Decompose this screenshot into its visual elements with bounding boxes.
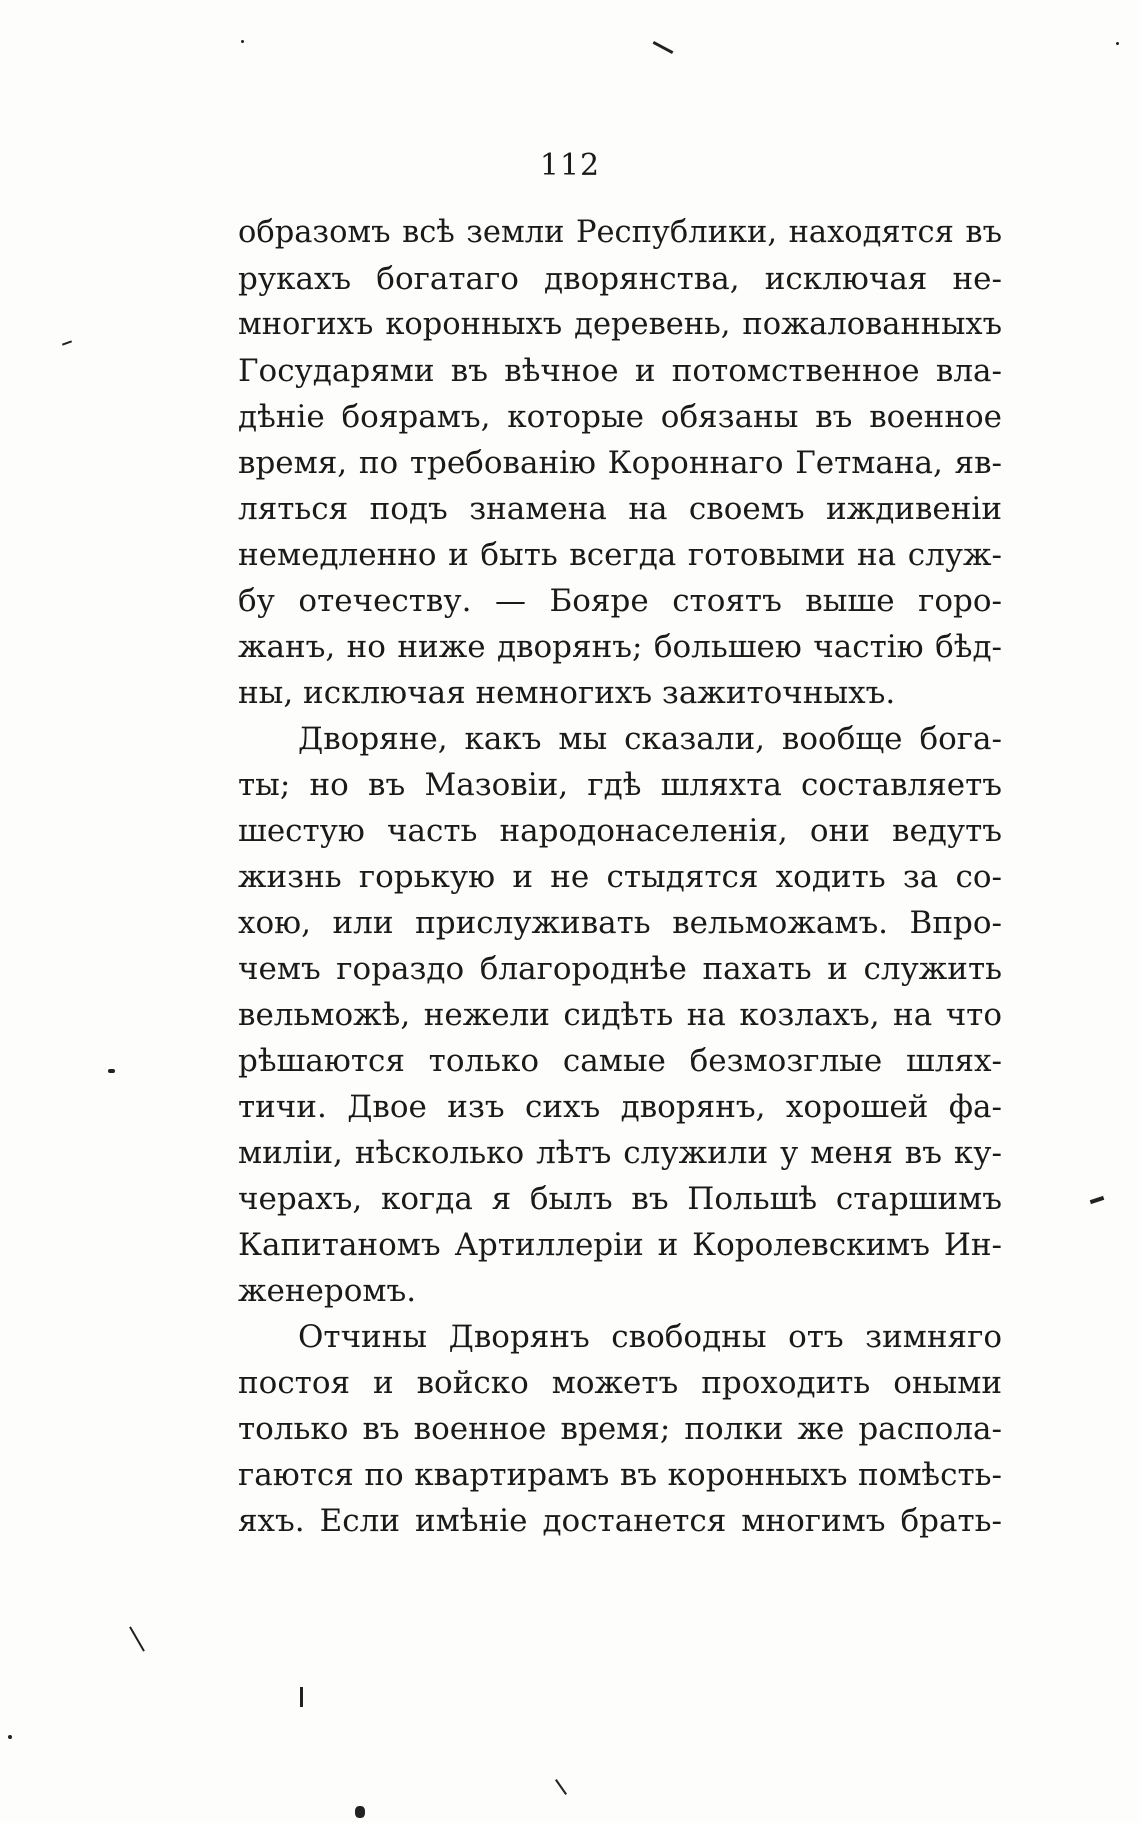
text-line: время, по требованію Короннаго Гетмана, яв-	[238, 445, 1002, 481]
text-line: постоя и войско можетъ проходить оными	[238, 1365, 1002, 1401]
text-line: многихъ коронныхъ деревень, пожалованныхъ	[238, 307, 1002, 342]
text-line: шестую часть народонаселенія, они ведутъ	[238, 813, 1002, 849]
text-line: жанъ, но ниже дворянъ; большею частію бѣд-	[238, 629, 1002, 665]
text-line: тичи. Двое изъ сихъ дворянъ, хорошей фа-	[238, 1089, 1002, 1125]
text-line: немедленно и быть всегда готовыми на служ-	[238, 537, 1002, 573]
text-line: жизнь горькую и не стыдятся ходить за со-	[238, 859, 1002, 895]
text-line: образомъ всѣ земли Республики, находятся въ	[238, 215, 1002, 250]
paragraph-2	[238, 716, 1002, 1314]
text-line: хою, или прислуживать вельможамъ. Впро-	[238, 905, 1002, 941]
text-line: ляться подъ знамена на своемъ иждивеніи	[238, 491, 1002, 527]
text-line: Отчины Дворянъ свободны отъ зимняго	[298, 1319, 1002, 1355]
text-line: гаются по квартирамъ въ коронныхъ помѣсть-	[238, 1457, 1002, 1493]
text-line: рѣшаются только самые безмозглые шлях-	[238, 1043, 1002, 1079]
text-line: Капитаномъ Артиллеріи и Королевскимъ Ин-	[238, 1227, 1002, 1263]
page-number: 112	[539, 148, 601, 183]
scan-speck	[108, 1069, 115, 1073]
scan-speck	[355, 1806, 365, 1818]
paragraph-1	[238, 210, 1002, 716]
text-line: ты; но въ Мазовіи, гдѣ шляхта составляетъ	[238, 767, 1002, 803]
text-line: бу отечеству. — Бояре стоятъ выше горо-	[238, 583, 1002, 619]
text-line: яхъ. Если имѣніе достанется многимъ брать-	[238, 1503, 1002, 1539]
text-line: Дворяне, какъ мы сказали, вообще бога-	[298, 721, 1002, 757]
scan-speck	[653, 41, 674, 54]
body-text	[238, 210, 1002, 1544]
text-line: миліи, нѣсколько лѣтъ служили у меня въ ку-	[238, 1135, 1002, 1171]
text-line: только въ военное время; полки же распола-	[238, 1411, 1002, 1447]
text-line: ны, исключая немногихъ зажиточныхъ.	[238, 675, 896, 711]
scan-speck	[300, 1687, 303, 1707]
text-line: дѣніе боярамъ, которые обязаны въ военное	[238, 399, 1002, 435]
scan-speck	[62, 340, 72, 345]
scan-speck	[8, 1735, 12, 1739]
scan-speck	[129, 1626, 145, 1651]
text-line: женеромъ.	[238, 1273, 417, 1309]
text-line: Государями въ вѣчное и потомственное вла-	[238, 353, 1002, 389]
scan-speck	[555, 1779, 567, 1795]
text-line: чемъ гораздо благороднѣе пахать и служить	[238, 951, 1002, 987]
scan-speck	[1116, 42, 1119, 45]
text-line: вельможѣ, нежели сидѣть на козлахъ, на что	[238, 997, 1002, 1033]
scan-speck	[241, 40, 244, 43]
paragraph-3	[238, 1314, 1002, 1544]
scan-speck	[1090, 1196, 1105, 1204]
text-line: черахъ, когда я былъ въ Польшѣ старшимъ	[238, 1181, 1002, 1217]
text-line: рукахъ богатаго дворянства, исключая не-	[238, 261, 1002, 297]
